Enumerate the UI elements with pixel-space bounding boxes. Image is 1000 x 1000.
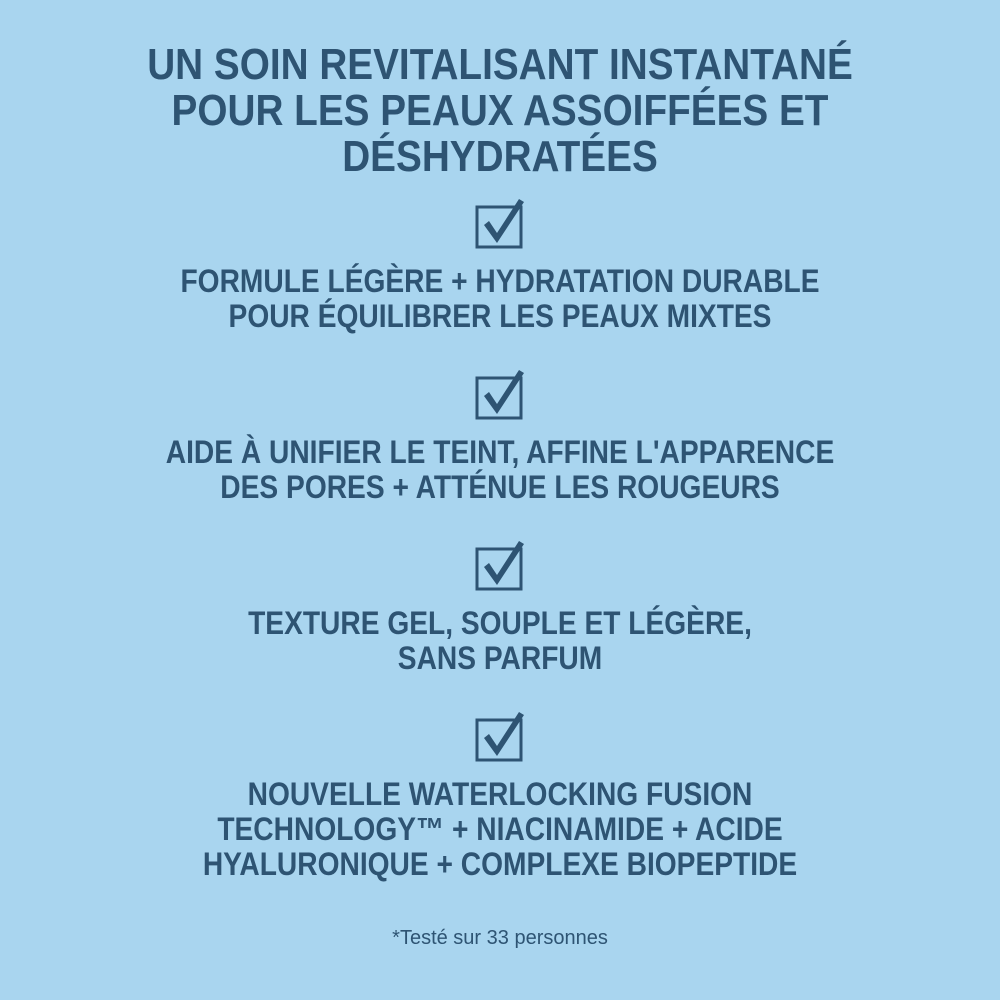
headline-line: UN SOIN REVITALISANT INSTANTANÉ [147, 40, 853, 89]
checkbox-checked-icon [475, 710, 525, 762]
feature-line: TEXTURE GEL, SOUPLE ET LÉGÈRE, [248, 605, 752, 641]
feature-line: HYALURONIQUE + COMPLEXE BIOPEPTIDE [202, 846, 798, 882]
feature-line: DES PORES + ATTÉNUE LES ROUGEURS [220, 469, 780, 505]
feature-line: SANS PARFUM [397, 640, 603, 676]
headline-line: DÉSHYDRATÉES [342, 132, 658, 181]
footnote: *Testé sur 33 personnes [392, 927, 608, 949]
feature-line: TECHNOLOGY™ + NIACINAMIDE + ACIDE [217, 811, 783, 847]
checkbox-checked-icon [475, 539, 525, 591]
feature-line: NOUVELLE WATERLOCKING FUSION [247, 776, 753, 812]
feature-text [95, 435, 905, 505]
feature-text [95, 777, 905, 882]
feature-text [95, 606, 905, 676]
checkbox-checked-icon [475, 368, 525, 420]
feature-line: FORMULE LÉGÈRE + HYDRATATION DURABLE [180, 263, 820, 299]
feature-line: AIDE À UNIFIER LE TEINT, AFFINE L'APPARENCE [165, 434, 835, 470]
feature-line: POUR ÉQUILIBRER LES PEAUX MIXTES [228, 298, 772, 334]
headline [95, 42, 905, 180]
headline-line: POUR LES PEAUX ASSOIFFÉES ET [171, 86, 829, 135]
feature-text [95, 264, 905, 334]
checkbox-checked-icon [475, 197, 525, 249]
